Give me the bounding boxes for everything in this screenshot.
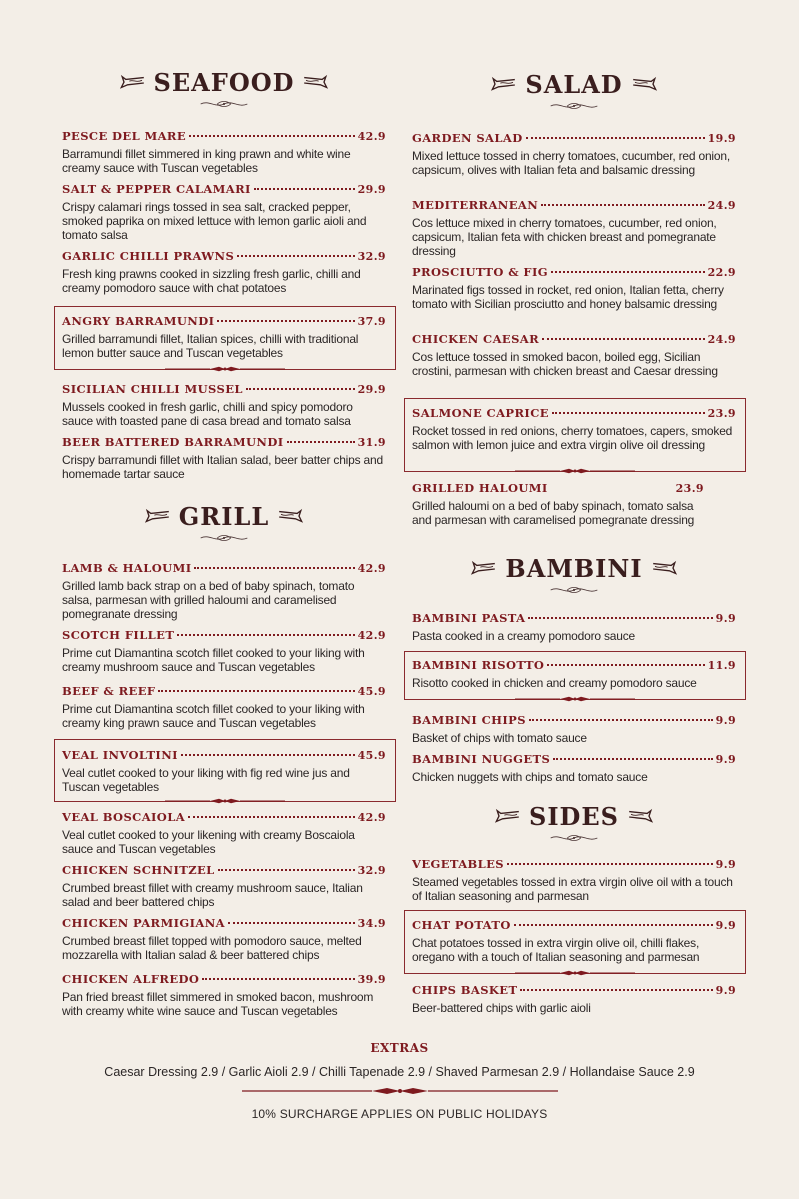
banner-left-icon [120,74,146,92]
item-name: SICILIAN CHILLI MUSSEL [62,382,243,396]
banner-right-icon [302,74,328,92]
menu-item-beer-battered-barramundi [62,435,386,481]
menu-item-garden-salad [412,131,736,177]
divider-icon [165,365,285,373]
item-description: Cos lettuce tossed in smoked bacon, boiled egg, Sicilian crostini, parmesan with chicken breast and Caesar dressing [412,350,718,378]
item-price: 9.9 [715,612,736,625]
item-price: 9.9 [715,984,736,997]
item-name: GARDEN SALAD [412,131,523,145]
bambini-title: BAMBINI [505,554,643,583]
item-price: 9.9 [715,753,736,766]
item-price: 45.9 [357,685,386,698]
item-price: 9.9 [715,919,736,932]
menu-item-prosciutto-fig [412,265,736,311]
item-description: Veal cutlet cooked to your likening with creamy Boscaiola sauce and Tuscan vegetables [62,828,355,856]
item-description: Cos lettuce mixed in cherry tomatoes, cucumber, red onion, capsicum, Italian feta with chicken breast and pomegranate dressing [412,216,717,258]
item-price: 24.9 [707,199,736,212]
menu-item-lamb-haloumi [62,561,386,621]
seafood-title: SEAFOOD [153,68,295,97]
banner-right-icon [277,508,303,526]
menu-item-salt-pepper-calamari [62,182,386,242]
menu-item-bambini-risotto [412,658,736,690]
sides-heading [412,802,736,843]
item-description: Prime cut Diamantina scotch fillet cooked to your liking with creamy king prawn sauce and Tuscan vegetables [62,702,365,730]
item-price: 23.9 [675,482,704,495]
banner-left-icon [491,76,517,94]
extras-title: EXTRAS [370,1041,429,1055]
flourish-icon [546,585,602,595]
item-name: ANGRY BARRAMUNDI [62,314,215,328]
item-description: Steamed vegetables tossed in extra virgin olive oil with a touch of Italian seasoning and parmesan [412,875,733,903]
item-name: VEGETABLES [412,857,505,871]
item-description: Beer-battered chips with garlic aioli [412,1001,591,1015]
item-description: Grilled haloumi on a bed of baby spinach, tomato salsa and parmesan with caramelised pomegranate dressing [412,499,695,527]
menu-item-salmone-caprice [412,406,736,452]
item-name: SALMONE CAPRICE [412,406,549,420]
item-name: CHIPS BASKET [412,983,518,997]
item-name: BAMBINI CHIPS [412,713,526,727]
item-name: CHICKEN PARMIGIANA [62,916,225,930]
flourish-icon [196,99,252,109]
menu-item-chicken-alfredo [62,972,386,1018]
item-description: Grilled lamb back strap on a bed of baby spinach, tomato salsa, parmesan with grilled haloumi and caramelised pomegranate dressing [62,579,355,621]
item-name: PROSCIUTTO & FIG [412,265,548,279]
item-price: 9.9 [715,858,736,871]
item-name: CHICKEN SCHNITZEL [62,863,215,877]
salad-title: SALAD [525,70,623,99]
item-name: GARLIC CHILLI PRAWNS [62,249,235,263]
surcharge-notice: 10% SURCHARGE APPLIES ON PUBLIC HOLIDAYS [251,1107,548,1121]
item-price: 42.9 [357,811,386,824]
item-price: 19.9 [707,132,736,145]
item-price: 42.9 [357,130,386,143]
extras-list: Caesar Dressing 2.9 / Garlic Aioli 2.9 / Chilli Tapenade 2.9 / Shaved Parmesan 2.9 / Hollandaise Sauce 2.9 [104,1065,695,1079]
item-name: SALT & PEPPER CALAMARI [62,182,251,196]
item-description: Pasta cooked in a creamy pomodoro sauce [412,629,635,643]
grill-heading [62,502,386,543]
menu-item-beef-reef [62,684,386,730]
item-price: 22.9 [707,266,736,279]
item-price: 42.9 [357,562,386,575]
item-description: Mussels cooked in fresh garlic, chilli and spicy pomodoro sauce with toasted pane di casa bread and tomato salsa [62,400,353,428]
divider-icon [515,695,635,703]
flourish-icon [196,533,252,543]
menu-item-chips-basket [412,983,736,1015]
item-name: MEDITERRANEAN [412,198,539,212]
item-name: BAMBINI NUGGETS [412,752,551,766]
item-name: GRILLED HALOUMI [412,481,548,495]
divider-icon [242,1087,558,1095]
item-description: Rocket tossed in red onions, cherry tomatoes, capers, smoked salmon with lemon juice and extra virgin olive oil dressing [412,424,733,452]
banner-right-icon [651,560,677,578]
menu-item-angry-barramundi [62,314,386,360]
item-name: VEAL BOSCAIOLA [62,810,186,824]
item-price: 9.9 [715,714,736,727]
flourish-icon [546,833,602,843]
divider-icon [515,969,635,977]
item-description: Barramundi fillet simmered in king prawn and white wine creamy sauce with Tuscan vegetables [62,147,351,175]
extras-section [0,1041,799,1121]
item-description: Chat potatoes tossed in extra virgin olive oil, chilli flakes, oregano with a touch of Italian seasoning and parmesan [412,936,700,964]
item-description: Chicken nuggets with chips and tomato sauce [412,770,648,784]
menu-item-chicken-schnitzel [62,863,386,909]
item-price: 24.9 [707,333,736,346]
bambini-heading [412,554,736,595]
item-name: PESCE DEL MARE [62,129,187,143]
item-description: Crumbed breast fillet with creamy mushroom sauce, Italian salad and beer battered chips [62,881,363,909]
menu-item-garlic-chilli-prawns [62,249,386,295]
item-price: 11.9 [707,659,736,672]
item-price: 42.9 [357,629,386,642]
menu-item-bambini-pasta [412,611,736,643]
item-name: BEEF & REEF [62,684,156,698]
item-description: Crumbed breast fillet topped with pomodoro sauce, melted mozzarella with Italian salad & beer battered chips [62,934,362,962]
salad-heading [412,70,736,111]
divider-icon [165,797,285,805]
item-description: Fresh king prawns cooked in sizzling fresh garlic, chilli and creamy pomodoro sauce with chat potatoes [62,267,361,295]
banner-left-icon [145,508,171,526]
item-price: 23.9 [707,407,736,420]
item-description: Pan fried breast fillet simmered in smoked bacon, mushroom with creamy white wine sauce and Tuscan vegetables [62,990,374,1018]
item-description: Risotto cooked in chicken and creamy pomodoro sauce [412,676,697,690]
item-name: LAMB & HALOUMI [62,561,192,575]
item-description: Mixed lettuce tossed in cherry tomatoes, cucumber, red onion, capsicum, olives with Italian feta and balsamic dressing [412,149,730,177]
seafood-heading [62,68,386,109]
menu-item-grilled-haloumi [412,481,704,527]
sides-title: SIDES [529,802,619,831]
item-price: 31.9 [357,436,386,449]
menu-item-veal-boscaiola [62,810,386,856]
item-name: BEER BATTERED BARRAMUNDI [62,435,284,449]
menu-item-chicken-parmigiana [62,916,386,962]
item-price: 29.9 [357,183,386,196]
item-name: CHICKEN ALFREDO [62,972,200,986]
menu-item-bambini-nuggets [412,752,736,784]
menu-item-chicken-caesar [412,332,736,378]
banner-left-icon [471,560,497,578]
item-price: 34.9 [357,917,386,930]
item-name: BAMBINI PASTA [412,611,526,625]
item-price: 45.9 [357,749,386,762]
item-price: 32.9 [357,864,386,877]
banner-right-icon [631,76,657,94]
menu-item-chat-potato [412,918,736,964]
menu-item-sicilian-chilli-mussel [62,382,386,428]
item-description: Crispy barramundi fillet with Italian salad, beer batter chips and homemade tartar sauce [62,453,383,481]
item-name: BAMBINI RISOTTO [412,658,545,672]
item-description: Basket of chips with tomato sauce [412,731,587,745]
item-name: CHICKEN CAESAR [412,332,540,346]
menu-item-mediterranean [412,198,736,258]
menu-item-vegetables [412,857,736,903]
item-price: 39.9 [357,973,386,986]
item-price: 37.9 [357,315,386,328]
flourish-icon [546,101,602,111]
item-name: SCOTCH FILLET [62,628,175,642]
item-name: CHAT POTATO [412,918,511,932]
menu-item-pesce-del-mare [62,129,386,175]
menu-item-bambini-chips [412,713,736,745]
item-description: Marinated figs tossed in rocket, red onion, Italian fetta, cherry tomato with Sicilian prosciutto and honey balsamic dressing [412,283,724,311]
divider-icon [515,467,635,475]
item-price: 32.9 [357,250,386,263]
grill-title: GRILL [178,502,270,531]
banner-right-icon [627,808,653,826]
item-description: Prime cut Diamantina scotch fillet cooked to your liking with creamy mushroom sauce and Tuscan vegetables [62,646,365,674]
menu-item-veal-involtini [62,748,386,794]
banner-left-icon [495,808,521,826]
item-name: VEAL INVOLTINI [62,748,178,762]
item-description: Grilled barramundi fillet, Italian spices, chilli with traditional lemon butter sauce and Tuscan vegetables [62,332,359,360]
item-price: 29.9 [357,383,386,396]
item-description: Veal cutlet cooked to your liking with fig red wine jus and Tuscan vegetables [62,766,350,794]
item-description: Crispy calamari rings tossed in sea salt, cracked pepper, smoked paprika on mixed lettuce with lemon garlic aioli and tomato salsa [62,200,367,242]
menu-item-scotch-fillet [62,628,386,674]
